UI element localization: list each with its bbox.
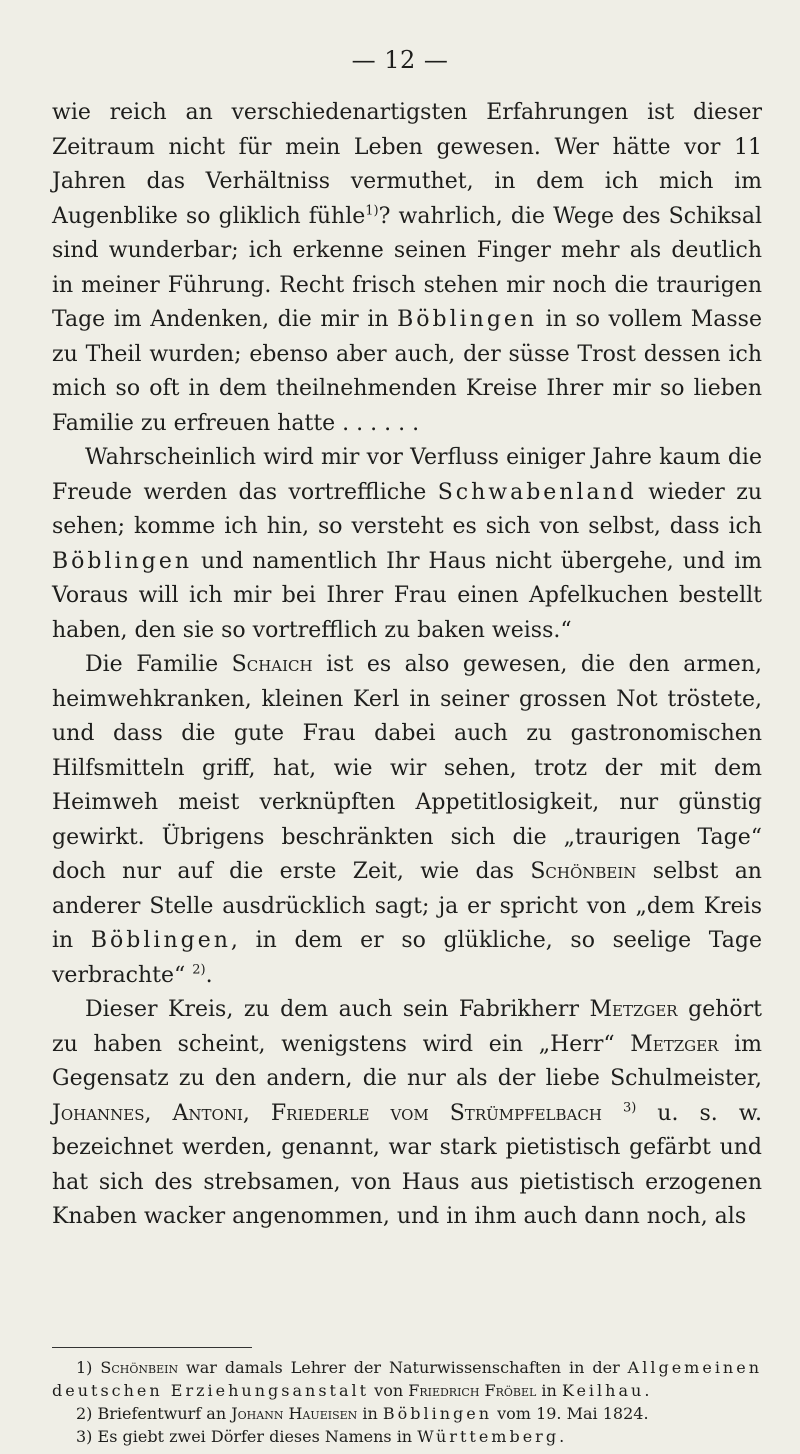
text-run: 1) — [76, 1358, 101, 1377]
footnote-marker: 3) — [622, 1100, 637, 1116]
text-run: ist es also gewesen, die den armen, heimwehkranken, kleinen Kerl in seiner grossen Not tröstete, und dass die gute Frau dabei auch zu gastronomischen Hilfsmitteln griff, hat, wie wir sehen, trotz der mit dem Heimweh meist verknüpften Appetitlosigkeit, nur günstig gewirkt. Übrigens beschränkten sich die „traurigen Tage“ doch nur auf die erste Zeit, wie das — [52, 652, 762, 884]
main-text — [52, 96, 762, 1235]
footnote-marker: 2) — [192, 962, 206, 978]
person-name: Friedrich Fröbel — [408, 1381, 537, 1400]
text-run: . — [205, 962, 213, 988]
person-name: Schönbein — [100, 1358, 179, 1377]
footnote-1 — [52, 1356, 762, 1402]
text-run: Wahrscheinlich wird mir vor Verfluss einiger Jahre kaum die Freude werden das vortreffliche — [52, 445, 762, 505]
text-run: in — [357, 1404, 383, 1423]
text-run: im Gegensatz zu den andern, die nur als der liebe Schulmeister, — [52, 1031, 763, 1091]
text-run: gehört zu haben scheint, wenigstens wird ein „Herr“ — [52, 997, 762, 1057]
spaced-name: Keilhau — [561, 1381, 645, 1400]
paragraph-3 — [52, 648, 762, 993]
spaced-name: Böblingen — [382, 1404, 493, 1423]
text-run: wieder zu sehen; komme ich hin, so versteht es sich von selbst, dass ich — [52, 479, 762, 539]
text-run: . — [559, 1427, 565, 1446]
person-name: Schönbein — [530, 859, 637, 884]
page-number-header: — 12 — — [351, 46, 449, 74]
spaced-name: Allgemeinen deutschen Erziehungsanstalt — [52, 1358, 763, 1400]
text-run: , in dem er so glükliche, so seelige Tage verbrachte“ — [52, 928, 762, 988]
text-run: Die Familie — [85, 652, 232, 677]
footnote-divider — [52, 1347, 252, 1348]
spaced-name: Böblingen — [90, 928, 231, 953]
footnote-3 — [52, 1425, 762, 1448]
footnotes — [52, 1356, 762, 1448]
text-run: in so vollem Masse zu Theil wurden; ebenso aber auch, der süsse Trost dessen ich mich so oft in dem theilnehmenden Kreise Ihrer mir so lieben Familie zu erfreuen hatte . . . . . . — [52, 307, 762, 436]
text-run — [602, 1101, 623, 1126]
text-run: wie reich an verschiedenartigsten Erfahrungen ist dieser Zeitraum nicht für mein Leben gewesen. Wer hätte vor 11 Jahren das Verhältniss vermuthet, in dem ich mich im Augenblike so gliklich fühle — [52, 100, 762, 229]
paragraph-1 — [52, 96, 762, 441]
text-run: u. s. w. bezeichnet werden, genannt, war stark pietistisch gefärbt und hat sich des strebsamen, von Haus aus pietistisch erzogenen Knaben wacker angenommen, und in ihm auch dann noch, als — [52, 1100, 762, 1229]
spaced-name: Böblingen — [52, 548, 193, 574]
text-run: vom 19. Mai 1824. — [492, 1404, 649, 1423]
spaced-name: Schwabenland — [437, 479, 637, 505]
text-run: 2) Briefentwurf an — [76, 1404, 232, 1423]
text-run: war damals Lehrer der Naturwissenschaften in der — [178, 1358, 628, 1377]
text-run: . — [644, 1381, 650, 1400]
person-name: Schaich — [231, 652, 313, 677]
text-run: in — [536, 1381, 562, 1400]
text-run: 3) Es giebt zwei Dörfer dieses Namens in — [76, 1427, 418, 1446]
text-run: Dieser Kreis, zu dem auch sein Fabrikherr — [85, 997, 590, 1022]
paragraph-4 — [52, 993, 762, 1235]
text-run: von — [369, 1381, 409, 1400]
person-name: Metzger — [630, 1031, 719, 1057]
text-run: selbst an anderer Stelle ausdrücklich sagt; ja er spricht von „dem Kreis in — [52, 859, 762, 953]
text-run: ? wahrlich, die Wege des Schiksal sind wunderbar; ich erkenne seinen Finger mehr als deutlich in meiner Führung. Recht frisch stehen mir noch die traurigen Tage im Andenken, die mir in — [52, 203, 762, 332]
paragraph-2 — [52, 441, 762, 648]
person-name: Johann Haueisen — [231, 1404, 358, 1423]
text-run: und namentlich Ihr Haus nicht übergehe, und im Voraus will ich mir bei Ihrer Frau einen Apfelkuchen bestellt haben, den sie so vortrefflich zu baken weiss.“ — [52, 548, 762, 643]
person-name: Johannes, Antoni, Friederle vom Strümpfelbach — [52, 1100, 602, 1126]
person-name: Metzger — [589, 997, 678, 1022]
spaced-name: Württemberg — [417, 1427, 560, 1446]
footnote-2 — [52, 1402, 762, 1425]
footnote-marker: 1) — [365, 203, 379, 219]
spaced-name: Böblingen — [397, 307, 538, 332]
